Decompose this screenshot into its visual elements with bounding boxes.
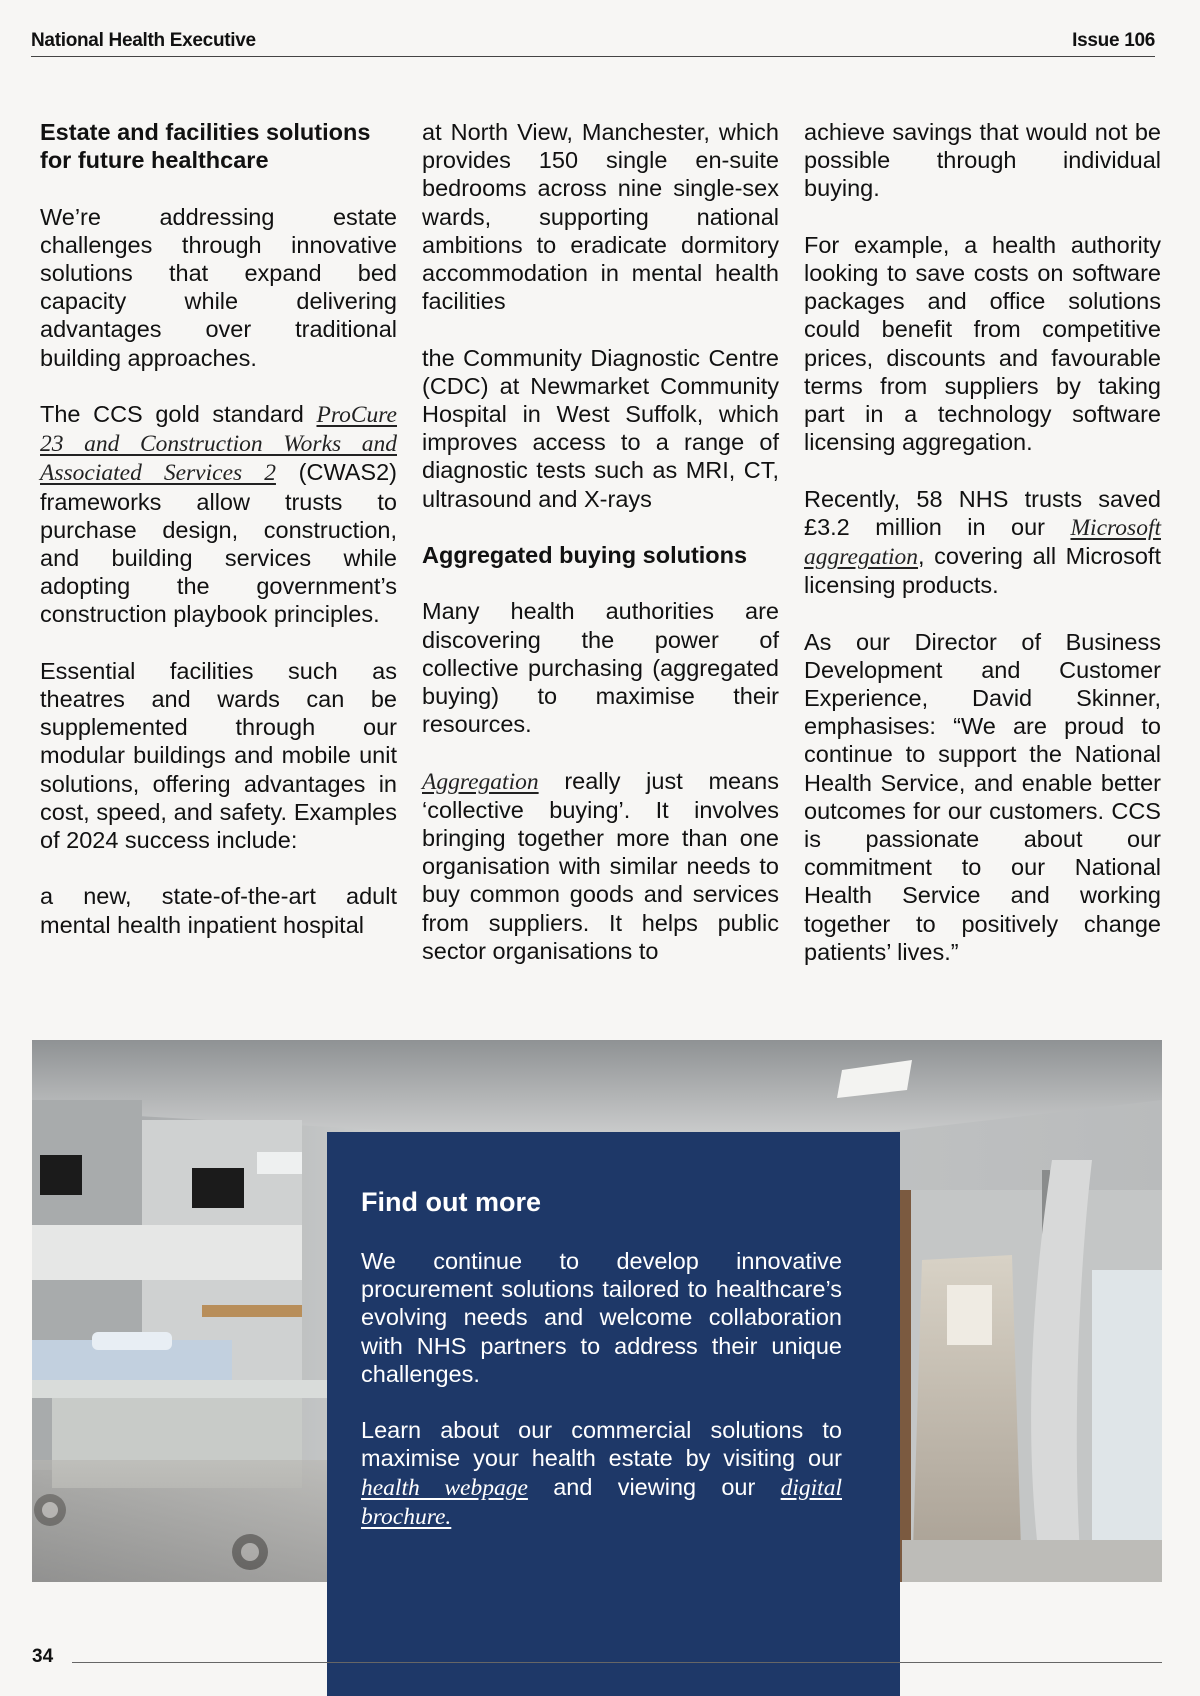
issue-number: Issue 106 — [1072, 30, 1155, 51]
text-span: (CWAS2) frameworks allow trusts to purchase design, construction, and building services while adopting the government’s construction playbook principles. — [40, 459, 397, 628]
article-column-3 — [804, 118, 1161, 966]
text-span: The CCS gold standard — [40, 401, 317, 427]
find-out-more-box — [327, 1132, 900, 1696]
procure23-cwas2-link[interactable]: ProCure 23 and Construction Works and Associated Services 2 — [40, 402, 397, 487]
text-span: really just means ‘collective buying’. It involves bringing together more than one organisation with similar needs to buy common goods and services from suppliers. It helps public sector organisations to — [422, 767, 779, 964]
page-number: 34 — [32, 1646, 54, 1667]
text-span: Recently, 58 NHS trusts saved £3.2 million in our — [804, 485, 1161, 540]
microsoft-aggregation-link[interactable]: Microsoft aggregation — [804, 514, 1161, 571]
paragraph: Many health authorities are discovering the power of collective purchasing (aggregated buying) to maximise their resources. — [422, 598, 779, 738]
bedside-table — [202, 1305, 302, 1317]
aggregation-link[interactable]: Aggregation — [422, 768, 539, 795]
section-heading-estate: Estate and facilities solutions for future healthcare — [40, 119, 371, 174]
tv-screen — [192, 1168, 244, 1208]
paragraph: at North View, Manchester, which provides 150 single en-suite bedrooms across nine single-sex wards, supporting national ambitions to eradicate dormitory accommodation in mental health facilities — [422, 119, 779, 315]
health-webpage-link[interactable]: health webpage — [361, 1474, 528, 1501]
text-span: Learn about our commercial solutions to maximise your health estate by visiting our — [361, 1417, 842, 1472]
digital-brochure-link[interactable]: digital brochure. — [361, 1474, 842, 1530]
text-span: and viewing our — [527, 1473, 781, 1500]
paragraph: For example, a health authority looking to save costs on software packages and office solutions could benefit from competitive prices, discounts and favourable terms from suppliers by taking part in a technology software licensing aggregation. — [804, 231, 1161, 456]
publication-name: National Health Executive — [31, 30, 256, 51]
paragraph — [40, 400, 397, 629]
paragraph: achieve savings that would not be possible through individual buying. — [804, 119, 1161, 202]
section-heading-aggregated: Aggregated buying solutions — [422, 542, 748, 569]
paragraph: We’re addressing estate challenges through innovative solutions that expand bed capacity while delivering advantages over traditional building approaches. — [40, 203, 397, 371]
article-column-2 — [422, 118, 779, 965]
page-header — [31, 28, 1155, 57]
tv-screen — [40, 1155, 82, 1195]
paragraph — [804, 485, 1161, 600]
paragraph: the Community Diagnostic Centre (CDC) at Newmarket Community Hospital in West Suffolk, which improves access to a range of diagnostic tests such as MRI, CT, ultrasound and X-rays — [422, 344, 779, 512]
find-out-more-text — [361, 1247, 842, 1559]
paragraph: Essential facilities such as theatres and wards can be supplemented through our modular buildings and mobile unit solutions, offering advantages in cost, speed, and safety. Examples of 2024 success include: — [40, 657, 397, 854]
footer-divider — [72, 1662, 1162, 1663]
paragraph — [422, 767, 779, 965]
paragraph: a new, state-of-the-art adult mental health inpatient hospital — [40, 883, 397, 938]
paragraph: We continue to develop innovative procurement solutions tailored to healthcare’s evolving needs and welcome collaboration with NHS partners to address their unique challenges. — [361, 1248, 842, 1387]
text-span: , covering all Microsoft licensing products. — [804, 543, 1161, 599]
paragraph: As our Director of Business Development and Customer Experience, David Skinner, emphasises: “We are proud to continue to support the National Health Service, and enable better outcomes for our customers. CCS is passionate about our commitment to our National Health Service and working together to positively change patients’ lives.” — [804, 628, 1161, 965]
article-column-1 — [40, 118, 397, 939]
find-out-more-title: Find out more — [361, 1187, 541, 1217]
paragraph — [361, 1416, 842, 1531]
